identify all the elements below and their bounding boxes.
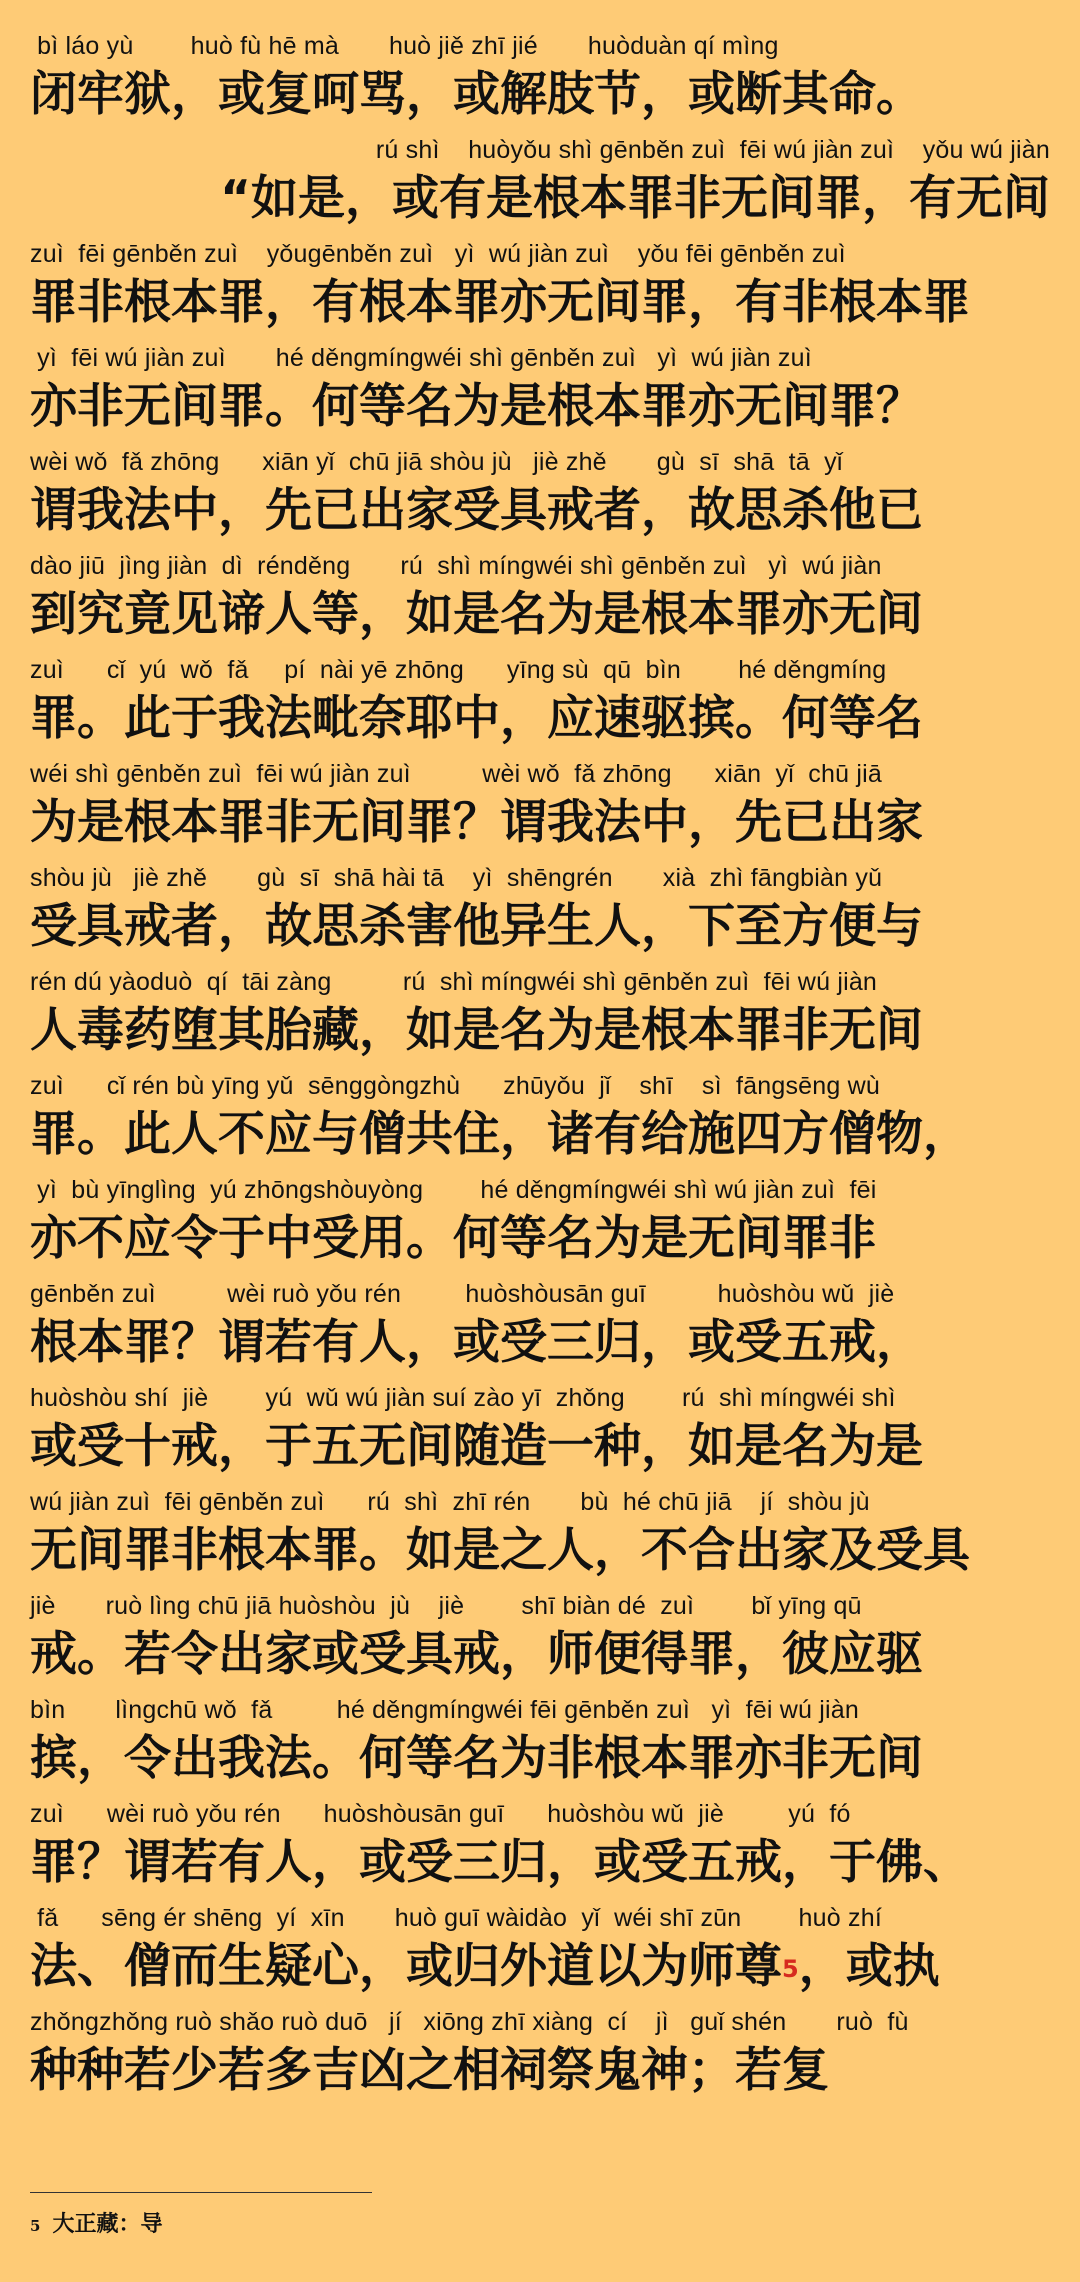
pinyin-line: wèi wǒ fǎ zhōng xiān yǐ chū jiā shòu jù jiè zhě gù sī shā tā yǐ bbox=[30, 448, 843, 476]
hanzi-line bbox=[30, 1208, 1050, 1270]
text-line bbox=[30, 858, 1050, 962]
text-line bbox=[30, 546, 1050, 650]
hanzi-text: 到究竟见谛人等，如是名为是根本罪亦无间 bbox=[30, 587, 923, 642]
footnote-divider bbox=[30, 2192, 372, 2193]
text-line bbox=[30, 1794, 1050, 1898]
hanzi-text: 或受十戒，于五无间随造一种，如是名为是 bbox=[30, 1419, 923, 1474]
hanzi-text: 法、僧而生疑心，或归外道以为师尊 bbox=[30, 1939, 782, 1994]
pinyin-line: wéi shì gēnběn zuì fēi wú jiàn zuì wèi wǒ fǎ zhōng xiān yǐ chū jiā bbox=[30, 760, 882, 788]
pinyin-line: rú shì huòyǒu shì gēnběn zuì fēi wú jiàn zuì yǒu wú jiàn bbox=[375, 136, 1050, 164]
text-line bbox=[30, 650, 1050, 754]
hanzi-text: 戒。若令出家或受具戒，师便得罪，彼应驱 bbox=[30, 1627, 923, 1682]
hanzi-text: 闭牢狱，或复呵骂，或解肢节，或断其命。 bbox=[30, 67, 923, 122]
pinyin-line: jiè ruò lìng chū jiā huòshòu jù jiè shī biàn dé zuì bǐ yīng qū bbox=[30, 1592, 862, 1620]
hanzi-line bbox=[30, 272, 1050, 334]
hanzi-text: 受具戒者，故思杀害他异生人，下至方便与 bbox=[30, 899, 923, 954]
hanzi-text: 罪。此于我法毗奈耶中，应速驱摈。何等名 bbox=[30, 691, 923, 746]
text-line bbox=[30, 1378, 1050, 1482]
pinyin-line: fǎ sēng ér shēng yí xīn huò guī wàidào yǐ wéi shī zūn huò zhí bbox=[30, 1904, 882, 1932]
hanzi-line bbox=[30, 1728, 1050, 1790]
hanzi-line bbox=[30, 1936, 1050, 1998]
hanzi-line bbox=[30, 688, 1050, 750]
pinyin-line: zhǒngzhǒng ruò shǎo ruò duō jí xiōng zhī xiàng cí jì guǐ shén ruò fù bbox=[30, 2008, 909, 2036]
text-line bbox=[30, 1274, 1050, 1378]
hanzi-line bbox=[30, 584, 1050, 646]
hanzi-text: 罪。此人不应与僧共住，诸有给施四方僧物， bbox=[30, 1107, 970, 1162]
hanzi-text: 亦不应令于中受用。何等名为是无间罪非 bbox=[30, 1211, 876, 1266]
pinyin-line: rén dú yàoduò qí tāi zàng rú shì míngwéi shì gēnběn zuì fēi wú jiàn bbox=[30, 968, 878, 996]
text-line bbox=[30, 338, 1050, 442]
text-line bbox=[30, 1066, 1050, 1170]
hanzi-text: 罪？谓若有人，或受三归，或受五戒，于佛、 bbox=[30, 1835, 970, 1890]
pinyin-line: bì láo yù huò fù hē mà huò jiě zhī jié huòduàn qí mìng bbox=[30, 32, 779, 60]
footnote-text: 大正藏：导 bbox=[52, 2211, 163, 2237]
hanzi-line bbox=[30, 1520, 1050, 1582]
hanzi-line bbox=[30, 1832, 1050, 1894]
pinyin-line: zuì cǐ rén bù yīng yǔ sēnggòngzhù zhūyǒu jǐ shī sì fāngsēng wù bbox=[30, 1072, 881, 1100]
hanzi-text: 人毒药堕其胎藏，如是名为是根本罪非无间 bbox=[30, 1003, 923, 1058]
text-line bbox=[30, 442, 1050, 546]
text-line bbox=[30, 1170, 1050, 1274]
hanzi-line bbox=[30, 2040, 1050, 2102]
text-line bbox=[30, 130, 1050, 234]
pinyin-line: zuì cǐ yú wǒ fǎ pí nài yē zhōng yīng sù qū bìn hé děngmíng bbox=[30, 656, 887, 684]
text-line bbox=[30, 1586, 1050, 1690]
pinyin-line: yì bù yīnglìng yú zhōngshòuyòng hé děngmíngwéi shì wú jiàn zuì fēi bbox=[30, 1176, 877, 1204]
text-line bbox=[30, 1482, 1050, 1586]
text-line bbox=[30, 962, 1050, 1066]
pinyin-line: zuì wèi ruò yǒu rén huòshòusān guī huòshòu wǔ jiè yú fó bbox=[30, 1800, 851, 1828]
hanzi-line bbox=[30, 1000, 1050, 1062]
text-line bbox=[30, 1898, 1050, 2002]
hanzi-text: 谓我法中，先已出家受具戒者，故思杀他已 bbox=[30, 483, 923, 538]
hanzi-text: 根本罪？谓若有人，或受三归，或受五戒， bbox=[30, 1315, 923, 1370]
hanzi-line bbox=[30, 376, 1050, 438]
text-line bbox=[30, 1690, 1050, 1794]
pinyin-line: shòu jù jiè zhě gù sī shā hài tā yì shēngrén xià zhì fāngbiàn yǔ bbox=[30, 864, 883, 892]
text-line bbox=[30, 2002, 1050, 2106]
hanzi-line bbox=[30, 1104, 1050, 1166]
pinyin-line: wú jiàn zuì fēi gēnběn zuì rú shì zhī rén bù hé chū jiā jí shòu jù bbox=[30, 1488, 870, 1516]
hanzi-line bbox=[30, 792, 1050, 854]
pinyin-line: bìn lìngchū wǒ fǎ hé děngmíngwéi fēi gēnběn zuì yì fēi wú jiàn bbox=[30, 1696, 859, 1724]
hanzi-text: 摈，令出我法。何等名为非根本罪亦非无间 bbox=[30, 1731, 923, 1786]
text-line bbox=[30, 754, 1050, 858]
hanzi-line bbox=[30, 1312, 1050, 1374]
hanzi-text: “如是，或有是根本罪非无间罪，有无间 bbox=[220, 171, 1050, 226]
hanzi-line bbox=[30, 168, 1050, 230]
hanzi-line bbox=[30, 896, 1050, 958]
pinyin-line: huòshòu shí jiè yú wǔ wú jiàn suí zào yī zhǒng rú shì míngwéi shì bbox=[30, 1384, 896, 1412]
text-line bbox=[30, 26, 1050, 130]
hanzi-text: 罪非根本罪，有根本罪亦无间罪，有非根本罪 bbox=[30, 275, 970, 330]
hanzi-text: 亦非无间罪。何等名为是根本罪亦无间罪？ bbox=[30, 379, 923, 434]
footnote-number: 5 bbox=[30, 2217, 41, 2235]
hanzi-line bbox=[30, 480, 1050, 542]
pinyin-line: dào jiū jìng jiàn dì rénděng rú shì míngwéi shì gēnběn zuì yì wú jiàn bbox=[30, 552, 882, 580]
hanzi-text-tail: ，或执 bbox=[798, 1939, 940, 1994]
hanzi-text: 无间罪非根本罪。如是之人，不合出家及受具 bbox=[30, 1523, 970, 1578]
footnote bbox=[30, 2204, 162, 2244]
pinyin-line: gēnběn zuì wèi ruò yǒu rén huòshòusān guī huòshòu wǔ jiè bbox=[30, 1280, 895, 1308]
text-line bbox=[30, 234, 1050, 338]
pinyin-line: zuì fēi gēnběn zuì yǒugēnběn zuì yì wú jiàn zuì yǒu fēi gēnběn zuì bbox=[30, 240, 846, 268]
hanzi-text: 为是根本罪非无间罪？谓我法中，先已出家 bbox=[30, 795, 923, 850]
hanzi-text: 种种若少若多吉凶之相祠祭鬼神；若复 bbox=[30, 2043, 829, 2098]
pinyin-line: yì fēi wú jiàn zuì hé děngmíngwéi shì gēnběn zuì yì wú jiàn zuì bbox=[30, 344, 812, 372]
hanzi-line bbox=[30, 1416, 1050, 1478]
hanzi-line bbox=[30, 1624, 1050, 1686]
footnote-reference[interactable]: 5 bbox=[782, 1955, 799, 1983]
hanzi-line bbox=[30, 64, 1050, 126]
